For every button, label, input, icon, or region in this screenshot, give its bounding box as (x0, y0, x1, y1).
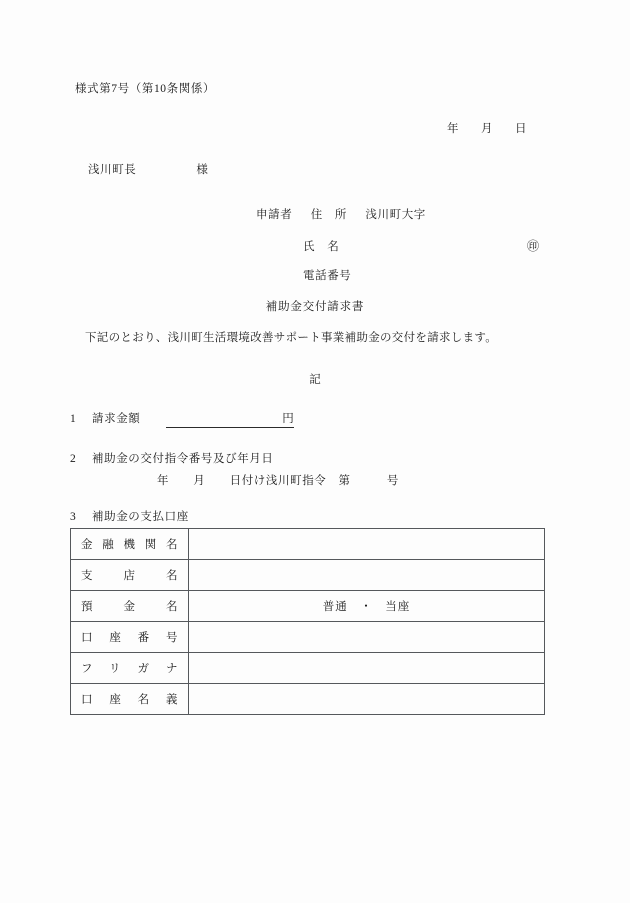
item-1-label: 請求金額 (92, 413, 141, 425)
row-value-account-number[interactable] (189, 622, 545, 653)
item-3-payment-account (70, 508, 189, 524)
addressee-honorific: 様 (196, 164, 209, 176)
applicant-phone-label: 電話番号 (303, 270, 352, 282)
date-day: 日 (515, 123, 527, 135)
item-3-label: 補助金の支払口座 (92, 511, 189, 523)
claim-amount-field[interactable] (166, 410, 294, 428)
row-label-account-holder: 口座名義 (71, 684, 189, 715)
item-3-number: 3 (70, 511, 77, 523)
applicant-address-label: 住 所 (310, 209, 348, 221)
claim-amount-unit: 円 (282, 413, 295, 425)
row-label-deposit-type: 預金名 (71, 591, 189, 622)
seal-icon: ㊞ (527, 239, 540, 253)
row-value-branch-name[interactable] (189, 560, 545, 591)
applicant-address-row (256, 206, 426, 222)
table-row (71, 560, 545, 591)
applicant-address-value: 浅川町大字 (365, 209, 426, 221)
row-value-furigana[interactable] (189, 653, 545, 684)
row-value-deposit-type[interactable]: 普通 ・ 当座 (189, 591, 545, 622)
date-month: 月 (481, 123, 493, 135)
row-label-bank-name: 金融機関名 (71, 529, 189, 560)
table-row (71, 622, 545, 653)
applicant-name-row (303, 238, 339, 254)
table-row (71, 684, 545, 715)
row-label-branch-name: 支店名 (71, 560, 189, 591)
table-row (71, 653, 545, 684)
date-line (447, 120, 527, 136)
item-2-number: 2 (70, 453, 77, 465)
row-value-account-holder[interactable] (189, 684, 545, 715)
item-1-number: 1 (70, 413, 77, 425)
item-2-label: 補助金の交付指令番号及び年月日 (92, 453, 274, 465)
item-1-claim-amount (70, 410, 294, 428)
applicant-phone-row (303, 267, 351, 283)
row-value-bank-name[interactable] (189, 529, 545, 560)
account-table (70, 528, 545, 715)
addressee-name: 浅川町長 (88, 164, 137, 176)
ki-marker: 記 (309, 374, 321, 386)
applicant-label: 申請者 (256, 209, 293, 221)
applicant-name-label: 氏 名 (303, 241, 340, 253)
item-2-grant-order (70, 450, 274, 466)
table-row (71, 529, 545, 560)
form-code: 様式第7号（第10条関係） (75, 83, 216, 95)
row-label-furigana: フリガナ (71, 653, 189, 684)
table-row (71, 591, 545, 622)
item-2-subline: 年 月 日付け浅川町指令 第 号 (157, 475, 399, 487)
row-label-account-number: 口座番号 (71, 622, 189, 653)
addressee (88, 161, 209, 177)
document-title: 補助金交付請求書 (265, 301, 365, 313)
lead-text: 下記のとおり、浅川町生活環境改善サポート事業補助金の交付を請求します。 (85, 332, 498, 344)
date-year: 年 (447, 123, 459, 135)
